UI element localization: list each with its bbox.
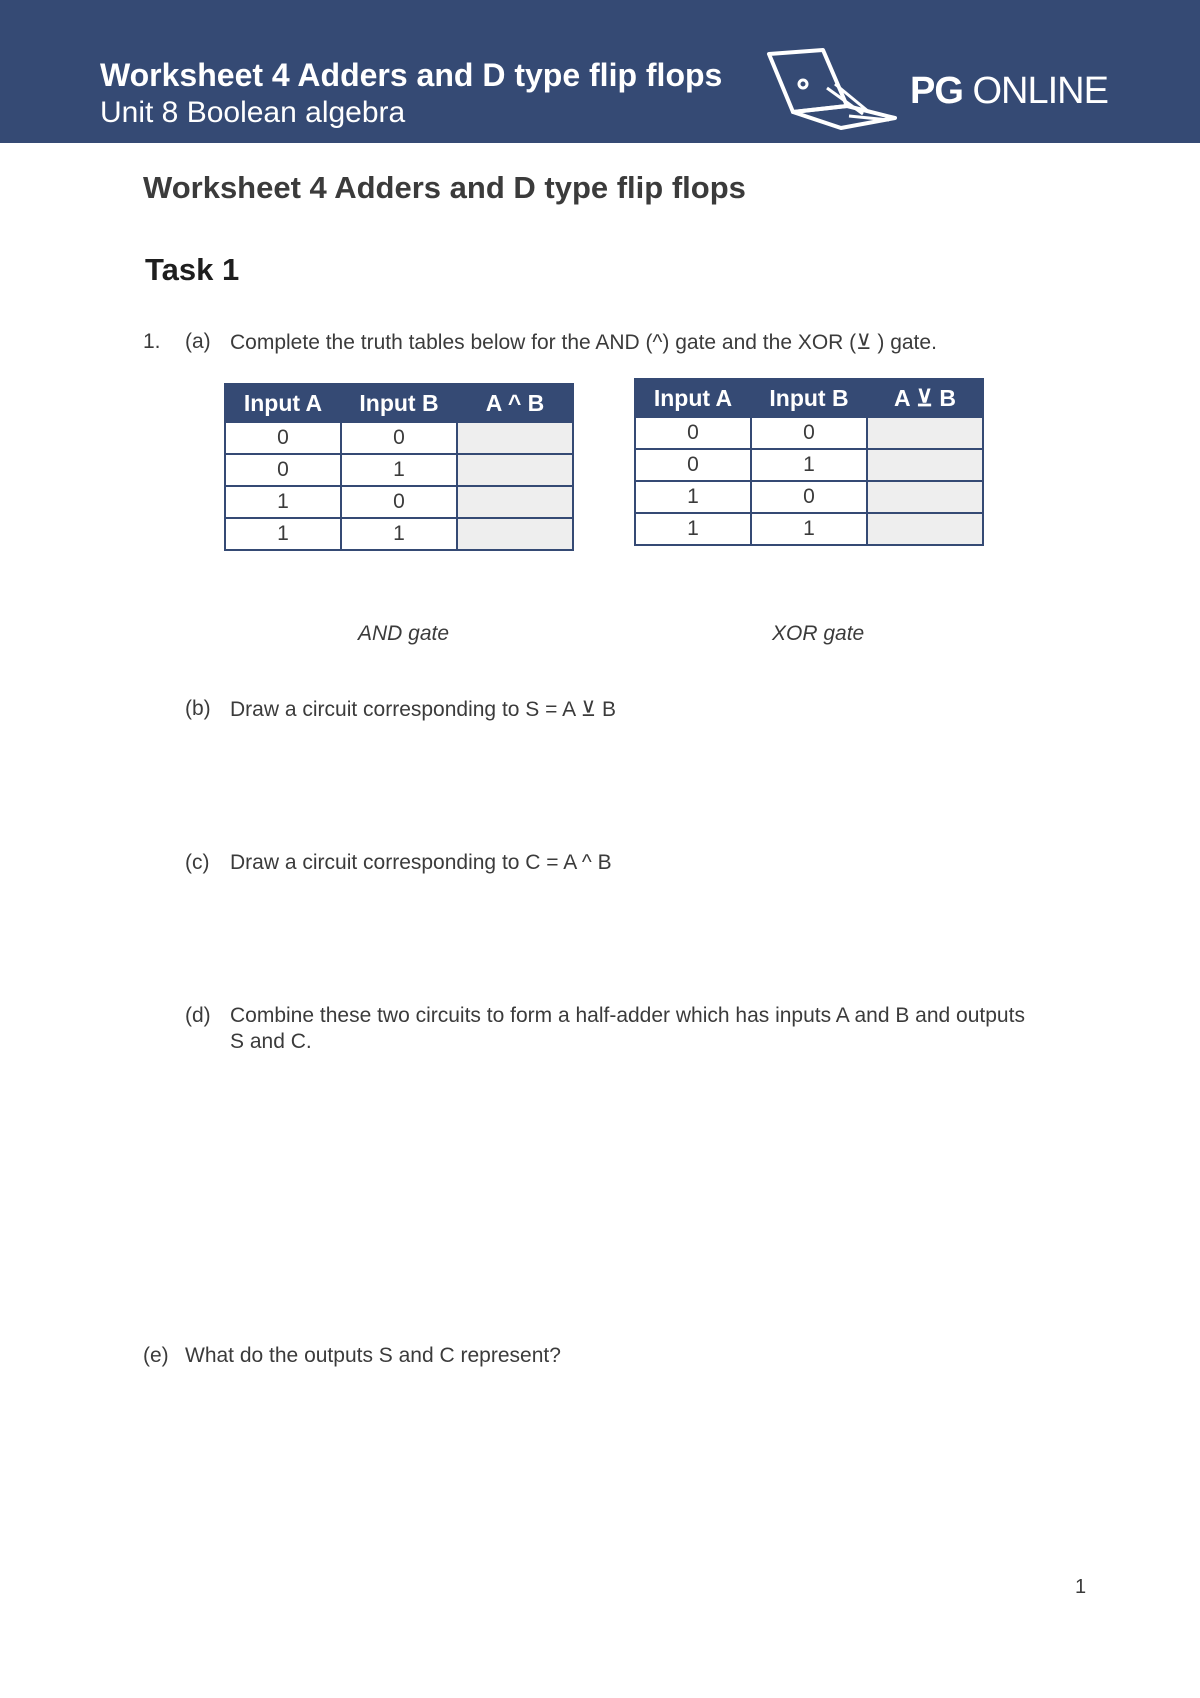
xor-truth-table — [634, 378, 984, 546]
answer-cell[interactable] — [457, 454, 573, 486]
table-cell: 1 — [751, 513, 867, 545]
and-truth-table — [224, 383, 574, 551]
question-b-text: Draw a circuit corresponding to S = A ⊻ B — [230, 698, 616, 721]
question-b-label: (b) — [185, 697, 211, 720]
table-cell: 1 — [225, 518, 341, 550]
question-a-label: (a) — [185, 330, 211, 353]
laptop-icon — [765, 48, 900, 133]
answer-cell[interactable] — [867, 449, 983, 481]
column-header: Input A — [225, 384, 341, 422]
header-title: Worksheet 4 Adders and D type flip flops — [100, 57, 723, 93]
question-e-text: What do the outputs S and C represent? — [185, 1344, 561, 1367]
table-row — [225, 518, 573, 550]
column-header: Input B — [751, 379, 867, 417]
column-header: Input B — [341, 384, 457, 422]
table-cell: 1 — [635, 513, 751, 545]
question-c-text: Draw a circuit corresponding to C = A ^ B — [230, 851, 612, 874]
table-row — [635, 481, 983, 513]
column-header: Input A — [635, 379, 751, 417]
answer-cell[interactable] — [867, 481, 983, 513]
table-cell: 0 — [341, 486, 457, 518]
table-cell: 1 — [751, 449, 867, 481]
table-cell: 1 — [341, 454, 457, 486]
table-cell: 0 — [225, 454, 341, 486]
question-d-label: (d) — [185, 1004, 211, 1027]
answer-cell[interactable] — [457, 422, 573, 454]
question-d-text-line2: S and C. — [230, 1030, 312, 1053]
question-d-text-line1: Combine these two circuits to form a half-adder which has inputs A and B and outputs — [230, 1004, 1025, 1027]
logo-text-bold: PG — [910, 70, 963, 112]
column-header: A ^ B — [457, 384, 573, 422]
question-c-label: (c) — [185, 851, 210, 874]
table-cell: 0 — [225, 422, 341, 454]
table-cell: 0 — [341, 422, 457, 454]
table-cell: 0 — [751, 481, 867, 513]
table-header-row — [225, 384, 573, 422]
logo-text — [910, 70, 1108, 113]
table-row — [635, 449, 983, 481]
question-number: 1. — [143, 330, 161, 353]
header-subtitle: Unit 8 Boolean algebra — [100, 96, 406, 129]
answer-cell[interactable] — [867, 513, 983, 545]
answer-cell[interactable] — [457, 518, 573, 550]
question-e-label: (e) — [143, 1344, 169, 1367]
table-row — [225, 486, 573, 518]
answer-cell[interactable] — [457, 486, 573, 518]
table-cell: 0 — [635, 417, 751, 449]
xor-gate-caption: XOR gate — [772, 622, 865, 645]
document-title: Worksheet 4 Adders and D type flip flops — [143, 170, 746, 205]
table-cell: 1 — [225, 486, 341, 518]
table-row — [225, 422, 573, 454]
table-row — [635, 513, 983, 545]
page-header — [0, 0, 1200, 143]
answer-cell[interactable] — [867, 417, 983, 449]
table-row — [225, 454, 573, 486]
table-cell: 0 — [635, 449, 751, 481]
table-row — [635, 417, 983, 449]
page-number: 1 — [1075, 1576, 1087, 1598]
logo-text-light: ONLINE — [962, 70, 1108, 112]
question-a-text: Complete the truth tables below for the AND (^) gate and the XOR (⊻ ) gate. — [230, 331, 937, 354]
table-cell: 1 — [635, 481, 751, 513]
table-header-row — [635, 379, 983, 417]
and-gate-caption: AND gate — [358, 622, 450, 645]
task-title: Task 1 — [145, 252, 240, 287]
table-cell: 1 — [341, 518, 457, 550]
table-cell: 0 — [751, 417, 867, 449]
column-header: A ⊻ B — [867, 379, 983, 417]
